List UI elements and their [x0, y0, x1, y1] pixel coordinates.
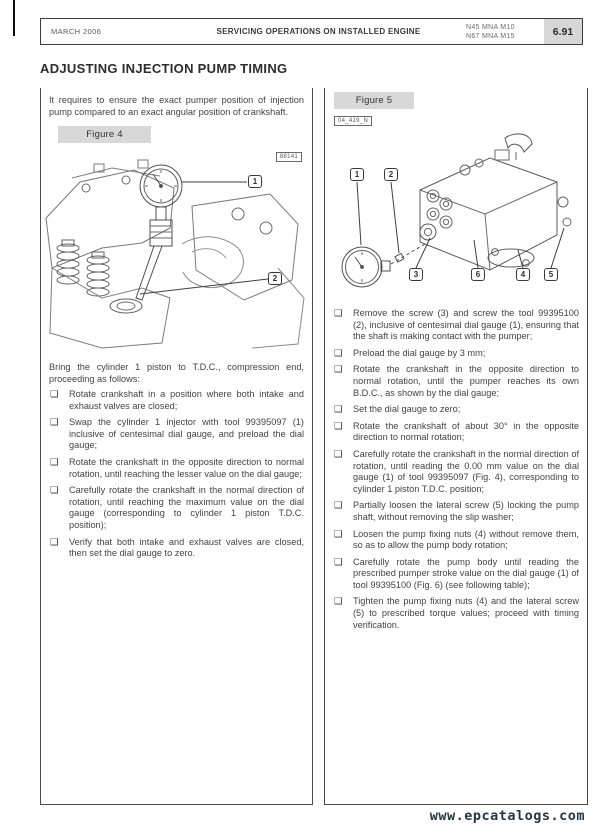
- page-title: ADJUSTING INJECTION PUMP TIMING: [40, 61, 288, 76]
- square-bullet-icon: ❑: [50, 417, 59, 429]
- list-item-text: Rotate the crankshaft of about 30° in the opposite direction to normal rotation;: [353, 420, 579, 443]
- square-bullet-icon: ❑: [50, 485, 59, 497]
- list-item: [49, 389, 304, 412]
- right-column: [324, 88, 588, 805]
- list-item-text: Set the dial gauge to zero;: [353, 404, 461, 415]
- left-procedure-list: [49, 389, 304, 560]
- figure5-callout-2: 2: [384, 168, 398, 181]
- figure4-callout-1: 1: [248, 175, 262, 188]
- list-item: [333, 364, 579, 399]
- figure5-callout-6: 6: [471, 268, 485, 281]
- figure5-callout-5: 5: [544, 268, 558, 281]
- list-item-text: Preload the dial gauge by 3 mm;: [353, 347, 486, 358]
- figure5-code: 04_419_N: [334, 116, 372, 126]
- list-item: [333, 596, 579, 631]
- list-item-text: Partially loosen the lateral screw (5) locking the pump shaft, without removing the slip washer;: [353, 500, 579, 522]
- list-item: [333, 404, 579, 416]
- square-bullet-icon: ❑: [334, 528, 343, 540]
- scan-edge-mark: [13, 0, 15, 36]
- list-item: [333, 348, 579, 360]
- square-bullet-icon: ❑: [334, 596, 343, 608]
- list-item-text: Carefully rotate the pump body until reading the prescribed pumper stroke value on the dial gauge (1) of tool 99395100 (Fig. 6) (see following table);: [353, 556, 579, 590]
- square-bullet-icon: ❑: [334, 404, 343, 416]
- left-column: [40, 88, 313, 805]
- list-item: [49, 485, 304, 531]
- list-item-text: Carefully rotate the crankshaft in the normal direction of rotation, until reaching the maximum value on the dial gauge (corresponding to cylinder 1 piston T.D.C. position);: [69, 485, 304, 530]
- figure4-code: 88141: [276, 152, 302, 162]
- figure4-illustration: [42, 148, 312, 356]
- list-item-text: Loosen the pump fixing nuts (4) without remove them, so as to allow the pump body rotation;: [353, 528, 579, 551]
- figure5-callout-4: 4: [516, 268, 530, 281]
- figure4-callout-2: 2: [268, 272, 282, 285]
- square-bullet-icon: ❑: [334, 308, 343, 319]
- square-bullet-icon: ❑: [334, 500, 343, 512]
- square-bullet-icon: ❑: [334, 420, 343, 432]
- list-item: [333, 449, 579, 495]
- list-item: [49, 537, 304, 560]
- list-item: [49, 457, 304, 480]
- engine-model-1: N45 MNA M10: [466, 23, 515, 31]
- list-item: [333, 308, 579, 343]
- right-procedure-list: [333, 308, 579, 631]
- engine-model-2: N67 MNA M15: [466, 32, 515, 40]
- list-item-text: Rotate crankshaft in a position where both intake and exhaust valves are closed;: [69, 389, 304, 411]
- page-number-badge: 6.91: [544, 19, 582, 44]
- square-bullet-icon: ❑: [334, 347, 343, 359]
- figure5-label: Figure 5: [334, 92, 414, 109]
- figure5-callout-1: 1: [350, 168, 364, 181]
- list-item: [333, 529, 579, 552]
- figure4-engine-drawing: [42, 148, 312, 356]
- figure5-callout-3: 3: [409, 268, 423, 281]
- list-item-text: Swap the cylinder 1 injector with tool 99395097 (1) inclusive of centesimal dial gauge, and preload the dial gauge;: [69, 417, 304, 451]
- list-item: [49, 417, 304, 452]
- list-item-text: Carefully rotate the crankshaft in the normal direction of rotation, until reading the 0.00 mm value on the dial gauge (1) of tool 99395097 (Fig. 4), corresponding to cylinder 1 piston T.D.C. position;: [353, 448, 579, 494]
- list-item: [333, 557, 579, 592]
- procedure-intro-paragraph: Bring the cylinder 1 piston to T.D.C., compression end, proceeding as follows:: [49, 362, 304, 384]
- list-item-text: Rotate the crankshaft in the opposite direction to normal rotation, until the pumper reaches its own B.D.C., as shown by the dial gauge;: [353, 364, 579, 398]
- square-bullet-icon: ❑: [334, 364, 343, 376]
- list-item: [333, 500, 579, 523]
- list-item-text: Tighten the pump fixing nuts (4) and the lateral screw (5) to prescribed torque values; proceed with timing verification.: [353, 596, 579, 630]
- watermark-text: www.epcatalogs.com: [429, 808, 585, 824]
- list-item-text: Remove the screw (3) and screw the tool 99395100 (2), inclusive of centesimal dial gauge (1), ensuring that the shaft is making contact with the pumper;: [353, 308, 579, 342]
- square-bullet-icon: ❑: [50, 389, 59, 400]
- figure5-illustration: [325, 130, 587, 302]
- square-bullet-icon: ❑: [50, 456, 59, 468]
- list-item-text: Rotate the crankshaft in the opposite direction to normal rotation, until reaching the lesser value on the dial gauge;: [69, 456, 304, 479]
- square-bullet-icon: ❑: [50, 536, 59, 548]
- list-item: [333, 421, 579, 444]
- intro-paragraph: It requires to ensure the exact pumper position of injection pump compared to an exact angular position of crankshaft.: [49, 95, 304, 117]
- page-header: [40, 18, 583, 45]
- header-title: SERVICING OPERATIONS ON INSTALLED ENGINE: [216, 27, 421, 36]
- list-item-text: Verify that both intake and exhaust valves are closed, then set the dial gauge to zero.: [69, 536, 304, 559]
- square-bullet-icon: ❑: [334, 448, 343, 460]
- square-bullet-icon: ❑: [334, 556, 343, 568]
- header-engine-models: [466, 23, 544, 41]
- figure4-label: Figure 4: [58, 126, 151, 143]
- header-date: MARCH 2006: [51, 27, 102, 36]
